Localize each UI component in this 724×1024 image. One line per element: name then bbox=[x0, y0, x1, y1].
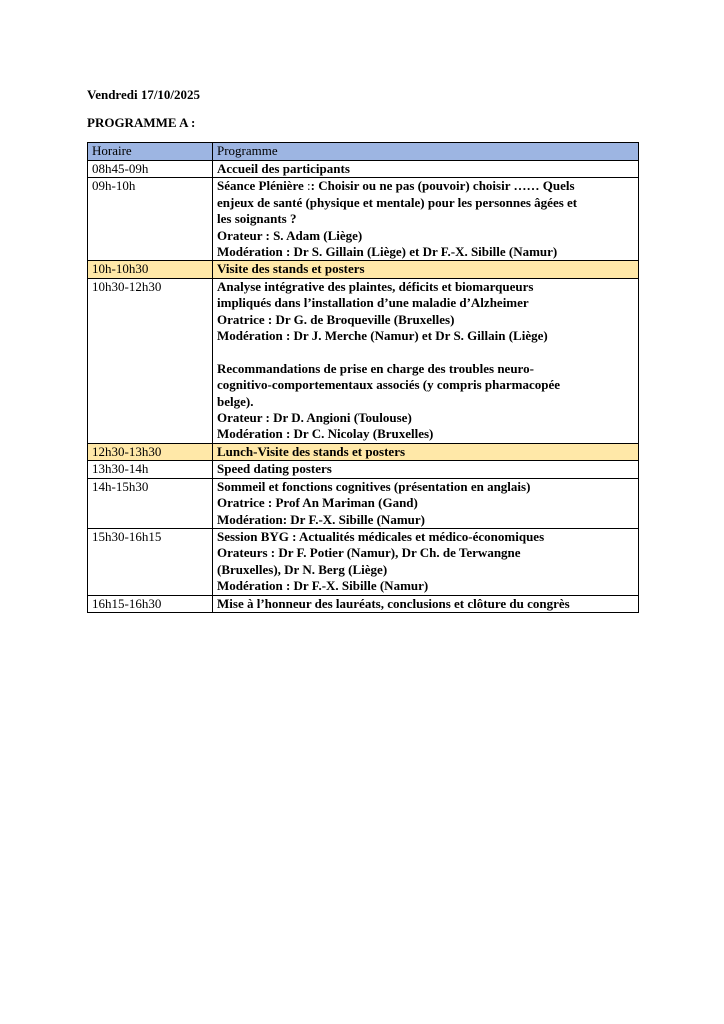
time-cell: 10h30-12h30 bbox=[88, 278, 213, 443]
table-header-row bbox=[88, 143, 639, 161]
table-row bbox=[88, 278, 639, 443]
speaker-line: (Bruxelles), Dr N. Berg (Liège) bbox=[217, 561, 388, 577]
time-cell: 14h-15h30 bbox=[88, 478, 213, 528]
time-cell: 10h-10h30 bbox=[88, 261, 213, 278]
program-line: Analyse intégrative des plaintes, déficits et biomarqueurs bbox=[217, 278, 534, 294]
time-cell: 08h45-09h bbox=[88, 161, 213, 178]
table-row bbox=[88, 261, 639, 278]
column-header-programme: Programme bbox=[213, 143, 639, 161]
program-cell bbox=[213, 461, 639, 478]
program-cell bbox=[213, 178, 639, 261]
program-line: Mise à l’honneur des lauréats, conclusions et clôture du congrès bbox=[217, 595, 570, 611]
session-label: Séance Plénière bbox=[217, 178, 304, 194]
moderation-line: Modération : Dr S. Gillain (Liège) et Dr F.-X. Sibille (Namur) bbox=[217, 244, 558, 260]
program-line: Visite des stands et posters bbox=[217, 261, 365, 277]
program-line: impliqués dans l’installation d’une maladie d’Alzheimer bbox=[217, 295, 529, 311]
time-cell: 16h15-16h30 bbox=[88, 595, 213, 612]
table-row bbox=[88, 595, 639, 612]
program-cell bbox=[213, 278, 639, 443]
speaker-line: Oratrice : Dr G. de Broqueville (Bruxelles) bbox=[217, 311, 455, 327]
moderation-line: Modération: Dr F.-X. Sibille (Namur) bbox=[217, 511, 425, 527]
speaker-line: Orateur : S. Adam (Liège) bbox=[217, 227, 363, 243]
speaker-line: Orateur : Dr D. Angioni (Toulouse) bbox=[217, 410, 412, 426]
speaker-line: Oratrice : Prof An Mariman (Gand) bbox=[217, 495, 418, 511]
program-cell bbox=[213, 161, 639, 178]
moderation-line: Modération : Dr C. Nicolay (Bruxelles) bbox=[217, 426, 434, 442]
paragraph-gap bbox=[217, 344, 634, 360]
program-line: enjeux de santé (physique et mentale) pour les personnes âgées et bbox=[217, 194, 578, 210]
program-line: cognitivo-comportementaux associés (y compris pharmacopée bbox=[217, 377, 560, 393]
table-row bbox=[88, 443, 639, 460]
colon-separator: : bbox=[307, 178, 311, 194]
program-line: Sommeil et fonctions cognitives (présentation en anglais) bbox=[217, 478, 531, 494]
moderation-line: Modération : Dr F.-X. Sibille (Namur) bbox=[217, 578, 429, 594]
program-line: les soignants ? bbox=[217, 211, 297, 227]
program-cell bbox=[213, 595, 639, 612]
program-cell bbox=[213, 478, 639, 528]
time-cell: 12h30-13h30 bbox=[88, 443, 213, 460]
table-row bbox=[88, 178, 639, 261]
column-header-horaire: Horaire bbox=[88, 143, 213, 161]
program-line: Lunch-Visite des stands et posters bbox=[217, 443, 406, 459]
program-cell bbox=[213, 443, 639, 460]
session-title-start: : Choisir ou ne pas (pouvoir) choisir …… Quels bbox=[310, 178, 575, 194]
program-date: Vendredi 17/10/2025 bbox=[87, 87, 201, 102]
program-line: Recommandations de prise en charge des troubles neuro- bbox=[217, 360, 534, 376]
program-table bbox=[87, 142, 639, 613]
moderation-line: Modération : Dr J. Merche (Namur) et Dr S. Gillain (Liège) bbox=[217, 328, 548, 344]
time-cell: 15h30-16h15 bbox=[88, 528, 213, 595]
program-line: Speed dating posters bbox=[217, 461, 332, 477]
time-cell: 09h-10h bbox=[88, 178, 213, 261]
program-cell bbox=[213, 261, 639, 278]
program-cell bbox=[213, 528, 639, 595]
time-cell: 13h30-14h bbox=[88, 461, 213, 478]
program-line bbox=[217, 178, 634, 194]
table-row bbox=[88, 461, 639, 478]
program-title: PROGRAMME A : bbox=[87, 115, 196, 130]
table-row bbox=[88, 528, 639, 595]
table-row bbox=[88, 478, 639, 528]
program-line: Session BYG : Actualités médicales et médico-économiques bbox=[217, 528, 545, 544]
program-line: Accueil des participants bbox=[217, 161, 350, 176]
table-row bbox=[88, 161, 639, 178]
program-line: belge). bbox=[217, 393, 254, 409]
speaker-line: Orateurs : Dr F. Potier (Namur), Dr Ch. de Terwangne bbox=[217, 545, 521, 561]
